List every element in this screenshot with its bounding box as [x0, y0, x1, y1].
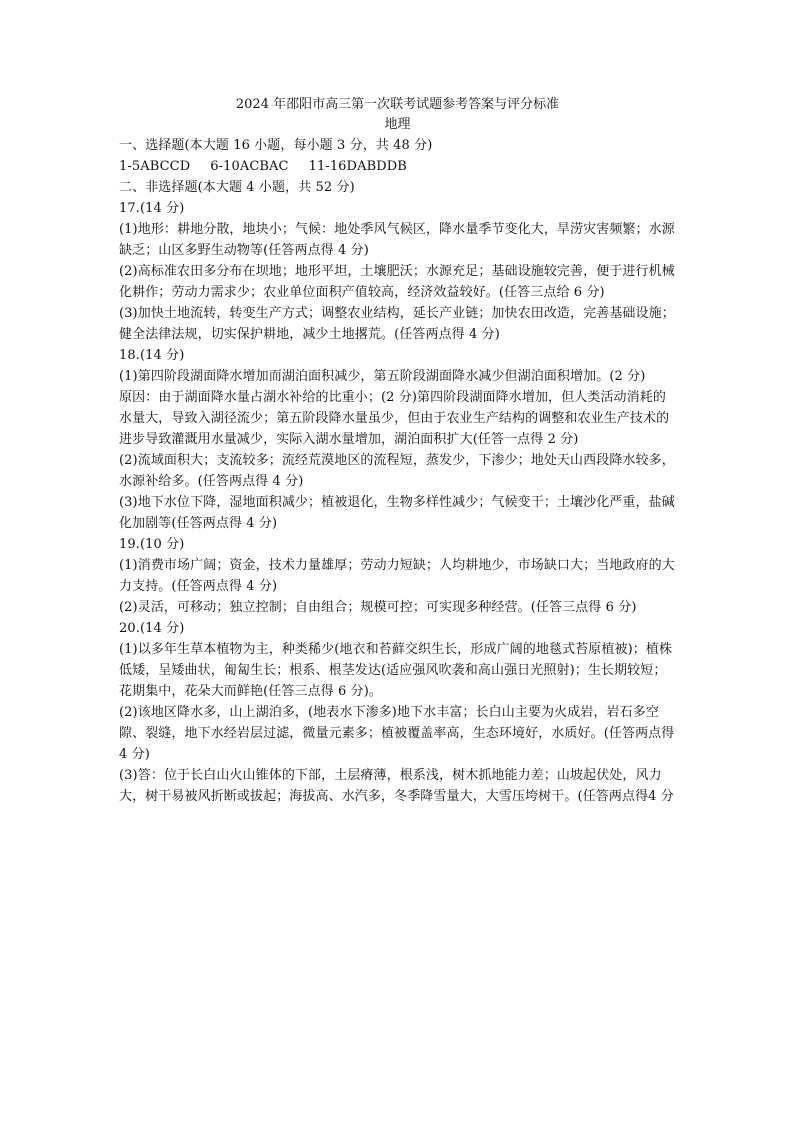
question-18-part-3: (3)地下水位下降，湿地面积减少；植被退化，生物多样性减少；气候变干；土壤沙化严重，盐碱化加剧等(任答两点得 4 分) [119, 495, 675, 531]
multiple-choice-answers [119, 156, 676, 177]
question-20-part-2: (2)该地区降水多，山上湖泊多，(地表水下渗多)地下水丰富；长白山主要为火成岩，岩石多空隙、裂缝，地下水经岩层过滤，微量元素多；植被覆盖率高，生态环境好，水质好。(任答两点得4 分) [119, 705, 675, 762]
answers-6-10: 6-10ACBAC [210, 159, 289, 174]
question-19-part-2: (2)灵活，可移动；独立控制；自由组合；规模可控；可实现多种经营。(任答三点得 6 分) [119, 600, 637, 615]
question-19-part-1: (1)消费市场广阔；资金，技术力量雄厚；劳动力短缺；人均耕地少，市场缺口大；当地政府的大力支持。(任答两点得 4 分) [119, 558, 675, 594]
subject-title: 地理 [384, 117, 411, 132]
question-17-part-2: (2)高标准农田多分布在坝地；地形平坦，土壤肥沃；水源充足；基础设施较完善，便于进行机械化耕作；劳动力需求少；农业单位面积产值较高，经济效益较好。(任答三点给 6 分) [119, 264, 675, 300]
question-17-part-1: (1)地形：耕地分散，地块小；气候：地处季风气候区，降水量季节变化大，旱涝灾害频繁；水源缺乏；山区多野生动物等(任答两点得 4 分) [119, 222, 675, 258]
question-20-header: 20.(14 分) [119, 621, 185, 636]
answer-sheet [119, 96, 676, 807]
question-18-part-1-reason: 原因：由于湖面降水量占湖水补给的比重小；(2 分)第四阶段湖面降水增加，但人类活动消耗的水量大，导致入湖径流少；第五阶段降水量虽少，但由于农业生产结构的调整和农业生产技术的进步导致灌溉用水量减少，实际入湖水量增加，湖泊面积扩大(任答一点得 2 分) [119, 390, 670, 447]
answers-11-16: 11-16DABDDB [308, 159, 407, 174]
question-19-header: 19.(10 分) [119, 537, 185, 552]
question-20-part-3: (3)答：位于长白山火山锥体的下部，土层瘠薄，根系浅，树木抓地能力差；山坡起伏处，风力大，树干易被风折断或拔起；海拔高、水汽多，冬季降雪量大，大雪压垮树干。(任答两点得4 分 [119, 768, 674, 804]
question-17-part-3: (3)加快土地流转，转变生产方式；调整农业结构，延长产业链；加快农田改造，完善基础设施；健全法律法规，切实保护耕地，减少土地撂荒。(任答两点得 4 分) [119, 306, 675, 342]
document-title: 2024 年邵阳市高三第一次联考试题参考答案与评分标准 [235, 97, 560, 112]
question-20-part-1: (1)以多年生草本植物为主，种类稀少(地衣和苔藓交织生长，形成广阔的地毯式苔原植被)；植株低矮，呈矮曲状，匍匐生长；根系、根茎发达(适应强风吹袭和高山强日光照射)；生长期较短；花期集中，花朵大而鲜艳(任答三点得 6 分)。 [119, 642, 673, 699]
section-heading-non-choice: 二、非选择题(本大题 4 小题，共 52 分) [119, 180, 355, 195]
question-18-header: 18.(14 分) [119, 348, 185, 363]
question-18-part-2: (2)流域面积大；支流较多；流经荒漠地区的流程短，蒸发少，下渗少；地处天山西段降水较多，水源补给多。(任答两点得 4 分) [119, 453, 675, 489]
section-heading-multiple-choice: 一、选择题(本大题 16 小题，每小题 3 分，共 48 分) [119, 138, 433, 153]
question-17-header: 17.(14 分) [119, 201, 185, 216]
question-18-part-1: (1)第四阶段湖面降水增加而湖泊面积减少，第五阶段湖面降水减少但湖泊面积增加。(2 分) [119, 369, 646, 384]
answers-1-5: 1-5ABCCD [119, 159, 191, 174]
